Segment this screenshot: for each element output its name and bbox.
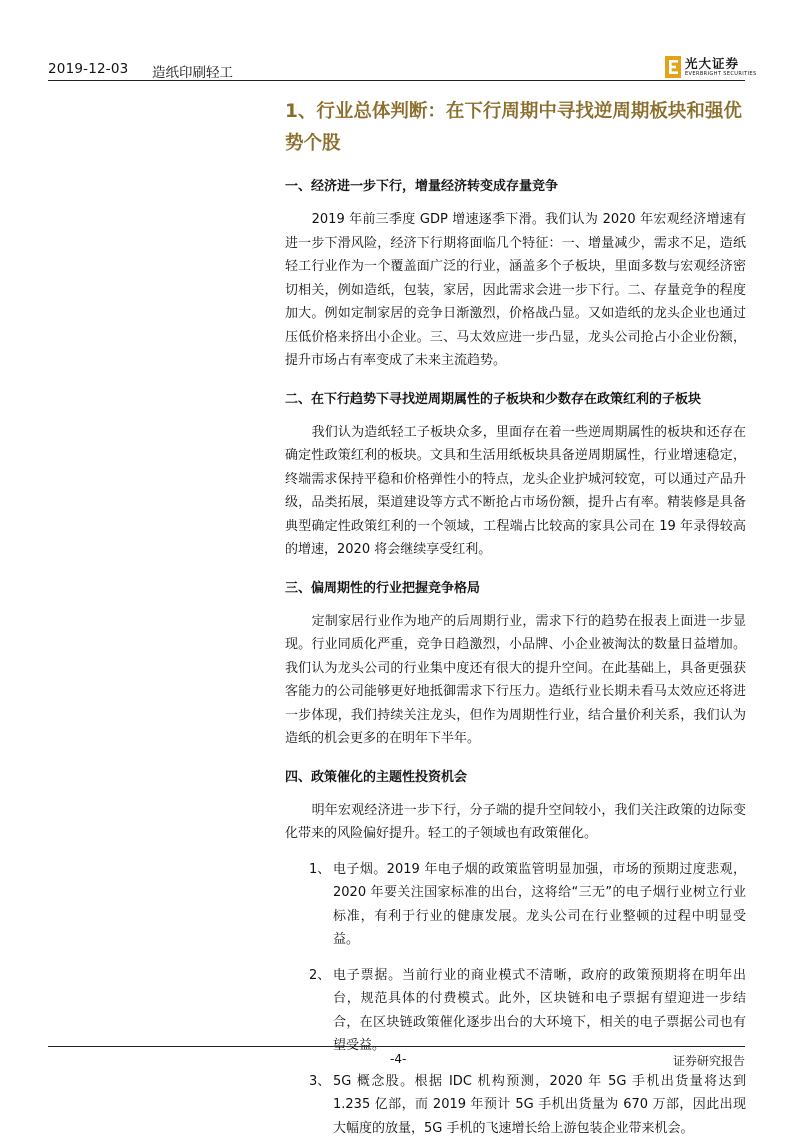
list-item-text: 电子烟。2019 年电子烟的政策监管明显加强，市场的预期过度悲观，2020 年要关注国家标准的出台，这将给“三无”的电子烟行业树立行业标准，有利于行业的健康发展。龙头公司在行业整顿的过程中明显受益。: [333, 862, 746, 948]
paragraph: 定制家居行业作为地产的后周期行业，需求下行的趋势在报表上面进一步显现。行业同质化严重，竞争日趋激烈，小品牌、小企业被淘汰的数量日益增加。我们认为龙头公司的行业集中度还有很大的提升空间。在此基础上，具备更强获客能力的公司能够更好地抵御需求下行压力。造纸行业长期未看马太效应还将进一步体现，我们持续关注龙头，但作为周期性行业，结合量价利关系，我们认为造纸的机会更多的在明年下半年。: [285, 610, 746, 751]
sector-name: 造纸印刷轻工: [152, 61, 233, 81]
everbright-logo: [665, 55, 745, 79]
list-item-text: 5G 概念股。根据 IDC 机构预测，2020 年 5G 手机出货量将达到 1.235 亿部，而 2019 年预计 5G 手机出货量为 670 万部，因此出现大幅度的放量，5G 手机的飞速增长给上游包装企业带来机会。: [333, 1074, 746, 1136]
paragraph: 2019 年前三季度 GDP 增速逐季下滑。我们认为 2020 年宏观经济增速有进一步下滑风险，经济下行期将面临几个特征：一、增量减少，需求不足，造纸轻工行业作为一个覆盖面广泛的行业，涵盖多个子板块，里面多数与宏观经济密切相关，例如造纸，包装，家居，因此需求会进一步下行。二、存量竞争的程度加大。例如定制家居的竞争日渐激烈，价格战凸显。又如造纸的龙头企业也通过压低价格来挤出小企业。三、马太效应进一步凸显，龙头公司抢占小企业份额，提升市场占有率变成了未来主流趋势。: [285, 208, 746, 373]
everbright-logo-icon: [665, 56, 681, 78]
header-divider: [48, 80, 745, 81]
policy-list: [285, 858, 746, 1140]
section-title: 三、偏周期性的行业把握竞争格局: [285, 580, 746, 598]
footer-divider: [48, 1046, 745, 1047]
list-item-text: 电子票据。当前行业的商业模式不清晰，政府的政策预期将在明年出台，规范具体的付费模式。此外，区块链和电子票据有望迎进一步结合，在区块链政策催化逐步出台的大环境下，相关的电子票据公司也有望受益。: [333, 968, 746, 1054]
list-item-number: 2、: [309, 964, 330, 988]
section-title: 二、在下行趋势下寻找逆周期属性的子板块和少数存在政策红利的子板块: [285, 391, 746, 409]
page-header: [48, 55, 745, 79]
logo-text-cn: 光大证券: [685, 54, 739, 72]
document-type: 证券研究报告: [673, 1052, 745, 1069]
list-item: [285, 858, 746, 952]
list-item-number: 1、: [309, 858, 330, 882]
report-date: 2019-12-03: [48, 61, 128, 77]
list-item: [285, 964, 746, 1058]
section-title: 四、政策催化的主题性投资机会: [285, 769, 746, 787]
main-title: 1、行业总体判断：在下行周期中寻找逆周期板块和强优势个股: [285, 96, 746, 160]
page-number: -4-: [390, 1052, 406, 1066]
section-title: 一、经济进一步下行，增量经济转变成存量竞争: [285, 178, 746, 196]
report-body: [285, 96, 746, 1140]
section-2: [285, 391, 746, 562]
list-item: [285, 1070, 746, 1140]
paragraph: 我们认为造纸轻工子板块众多，里面存在着一些逆周期属性的板块和还存在确定性政策红利的板块。文具和生活用纸板块具备逆周期属性，行业增速稳定，终端需求保持平稳和价格弹性小的特点，龙头企业护城河较宽，可以通过产品升级，品类拓展，渠道建设等方式不断抢占市场份额，提升占有率。精装修是具备典型确定性政策红利的一个领域，工程端占比较高的家具公司在 19 年录得较高的增速，2020 将会继续享受红利。: [285, 421, 746, 562]
section-4: [285, 769, 746, 1140]
section-1: [285, 178, 746, 373]
logo-text-en: EVERBRIGHT SECURITIES: [685, 71, 757, 77]
list-item-number: 3、: [309, 1070, 330, 1094]
section-3: [285, 580, 746, 751]
paragraph: 明年宏观经济进一步下行，分子端的提升空间较小，我们关注政策的边际变化带来的风险偏好提升。轻工的子领域也有政策催化。: [285, 799, 746, 846]
